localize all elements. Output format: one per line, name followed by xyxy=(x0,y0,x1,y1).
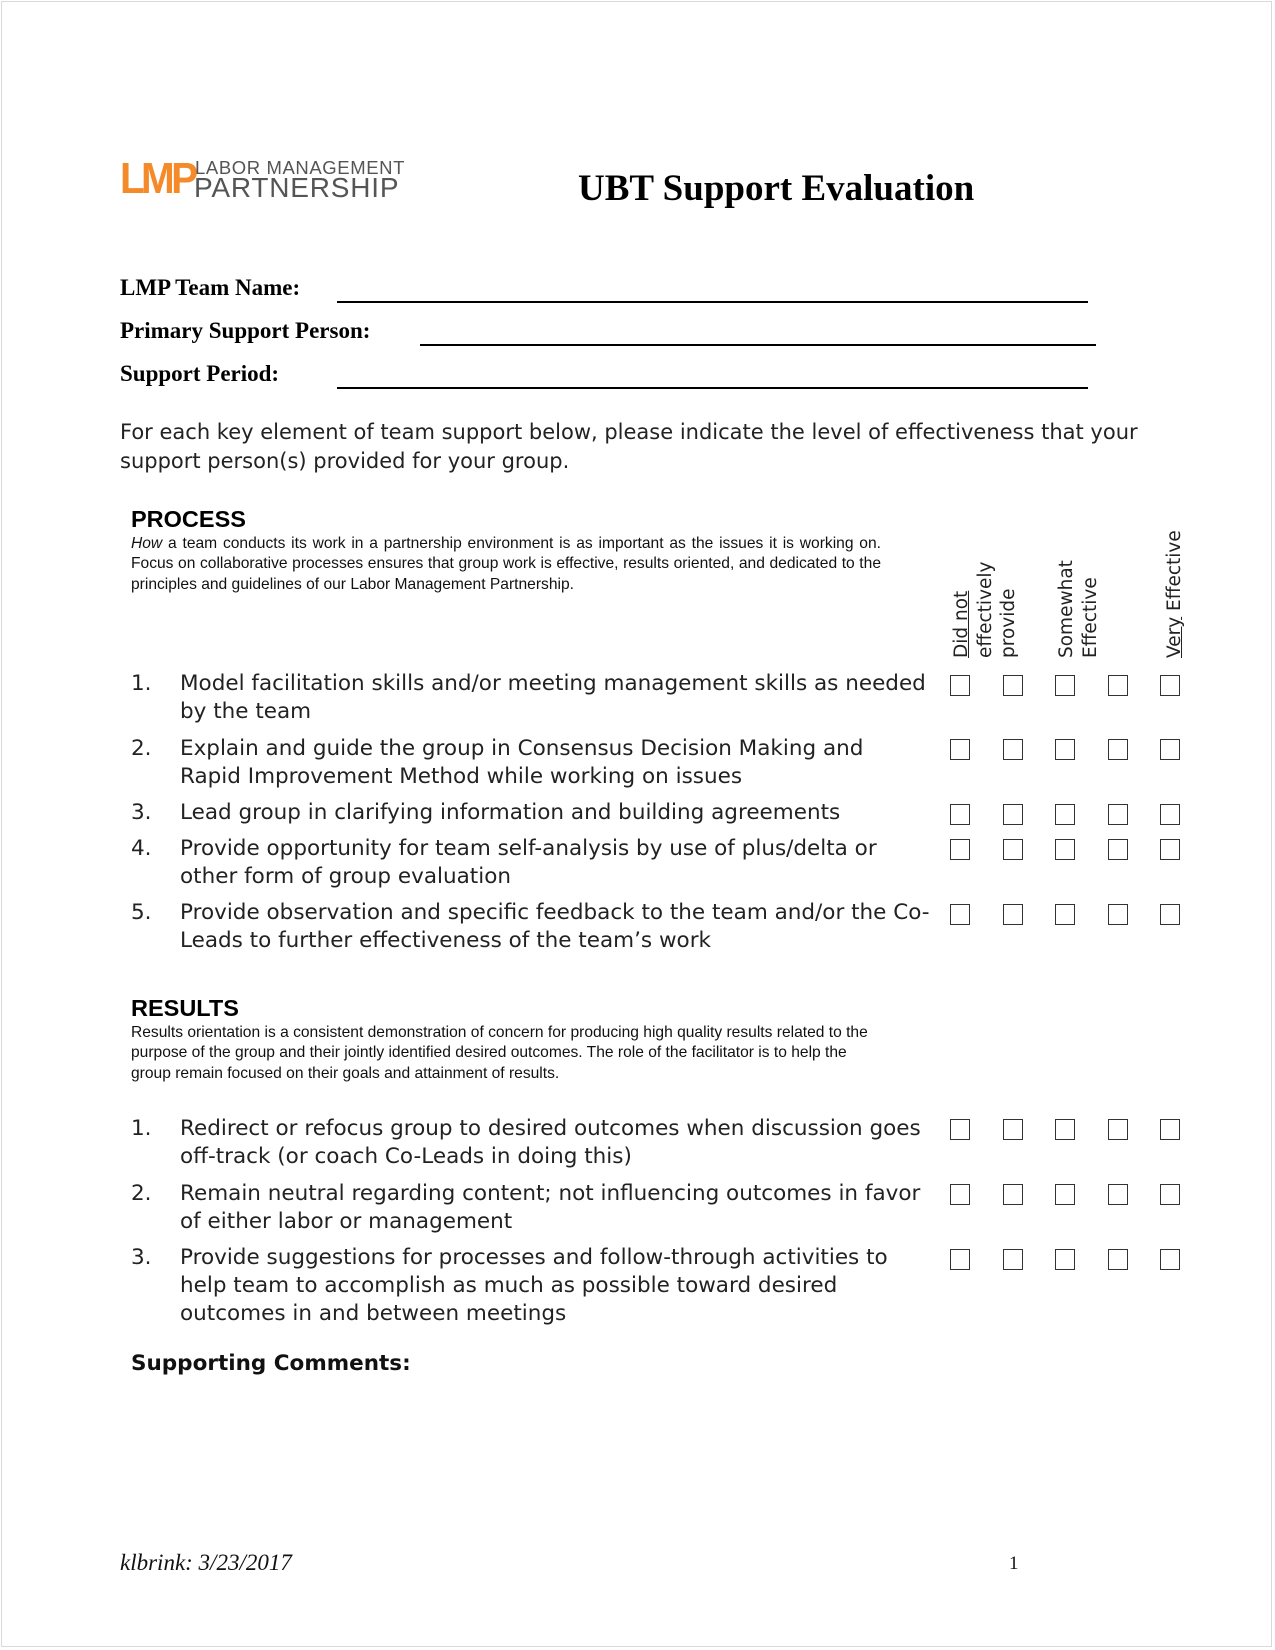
item-text: Provide opportunity for team self-analysis by use of plus/delta or other form of group evaluation xyxy=(180,836,877,889)
item-number: 3. xyxy=(131,1245,152,1270)
supporting-comments-label: Supporting Comments: xyxy=(131,1351,411,1376)
did-not-text: Did not xyxy=(951,590,972,658)
rating-checkbox[interactable] xyxy=(950,839,970,860)
rating-checkbox[interactable] xyxy=(1055,804,1075,825)
rating-checkbox[interactable] xyxy=(1108,839,1128,860)
logo-mark: LMP xyxy=(120,154,195,203)
rating-checkbox[interactable] xyxy=(1108,1184,1128,1205)
rating-checkbox[interactable] xyxy=(1055,839,1075,860)
rating-checkbox[interactable] xyxy=(1003,804,1023,825)
column-header-did-not-provide xyxy=(950,562,1021,659)
rating-checkbox[interactable] xyxy=(1108,1119,1128,1140)
item-number: 1. xyxy=(131,1116,152,1141)
primary-support-person-label: Primary Support Person: xyxy=(120,318,371,343)
rating-checkbox[interactable] xyxy=(1003,1184,1023,1205)
rating-checkbox[interactable] xyxy=(950,739,970,760)
rating-checkbox[interactable] xyxy=(1160,1119,1180,1140)
rating-checkbox[interactable] xyxy=(1160,1249,1180,1270)
logo-line-2: PARTNERSHIP xyxy=(194,172,400,203)
results-description: Results orientation is a consistent demonstration of concern for producing high quality results related to the purpose of the group and their jointly identified desired outcomes. The role of the facilitator is to help the group remain focused on their goals and attainment of results. xyxy=(131,1024,868,1082)
process-description xyxy=(131,534,881,595)
rating-checkbox[interactable] xyxy=(950,904,970,925)
rating-checkbox[interactable] xyxy=(1160,739,1180,760)
effective-text: Effective xyxy=(1079,577,1101,658)
rating-checkbox[interactable] xyxy=(1108,675,1128,696)
rating-checkbox[interactable] xyxy=(1055,675,1075,696)
process-desc-emphasis: How xyxy=(131,535,163,552)
very-text: Very xyxy=(1164,616,1185,658)
item-number: 1. xyxy=(131,671,152,696)
item-number: 3. xyxy=(131,800,152,825)
team-name-field[interactable] xyxy=(337,301,1088,303)
document-title: UBT Support Evaluation xyxy=(578,168,975,209)
rating-checkbox[interactable] xyxy=(1003,1249,1023,1270)
instructions-text: For each key element of team support below, please indicate the level of effectiveness that your support person(s) provided for your group. xyxy=(120,420,1138,473)
rating-checkbox[interactable] xyxy=(1055,739,1075,760)
rating-checkbox[interactable] xyxy=(1160,675,1180,696)
logo-line-1: LABOR MANAGEMENT xyxy=(195,157,406,178)
rating-checkbox[interactable] xyxy=(1108,904,1128,925)
item-text: Lead group in clarifying information and building agreements xyxy=(180,800,841,825)
rating-checkbox[interactable] xyxy=(1003,904,1023,925)
rating-checkbox[interactable] xyxy=(1055,1249,1075,1270)
column-header-very-effective xyxy=(1163,530,1187,658)
rating-checkbox[interactable] xyxy=(1160,1184,1180,1205)
page-number: 1 xyxy=(1009,1553,1019,1574)
rating-checkbox[interactable] xyxy=(1003,675,1023,696)
item-text: Remain neutral regarding content; not influencing outcomes in favor of either labor or management xyxy=(180,1181,921,1234)
rating-checkbox[interactable] xyxy=(1055,904,1075,925)
results-heading: RESULTS xyxy=(131,995,239,1021)
support-period-label: Support Period: xyxy=(120,361,280,386)
item-number: 4. xyxy=(131,836,152,861)
column-header-somewhat-effective xyxy=(1055,560,1102,658)
rating-checkbox[interactable] xyxy=(1003,1119,1023,1140)
lmp-logo xyxy=(120,154,430,203)
rating-checkbox[interactable] xyxy=(950,1184,970,1205)
provide-text: provide xyxy=(998,588,1019,658)
somewhat-text: Somewhat xyxy=(1056,560,1077,658)
rating-checkbox[interactable] xyxy=(1160,839,1180,860)
rating-checkbox[interactable] xyxy=(950,804,970,825)
rating-checkbox[interactable] xyxy=(1108,739,1128,760)
rating-checkbox[interactable] xyxy=(950,1249,970,1270)
item-text: Model facilitation skills and/or meeting management skills as needed by the team xyxy=(180,671,926,724)
process-desc-text: a team conducts its work in a partnership environment is as important as the issues it is working on. Focus on collaborative processes ensures that group work is effective, results oriented, and dedicated to the principles and guidelines of our Labor Management Partnership. xyxy=(131,535,881,593)
item-text: Explain and guide the group in Consensus Decision Making and Rapid Improvement Method while working on issues xyxy=(180,736,864,789)
support-period-field[interactable] xyxy=(337,387,1088,389)
rating-checkbox[interactable] xyxy=(950,1119,970,1140)
primary-support-person-field[interactable] xyxy=(420,344,1096,346)
rating-checkbox[interactable] xyxy=(1003,839,1023,860)
footer-author-date: klbrink: 3/23/2017 xyxy=(120,1550,292,1575)
rating-checkbox[interactable] xyxy=(1003,739,1023,760)
effectively-text: effectively xyxy=(974,561,996,658)
rating-checkbox[interactable] xyxy=(1160,904,1180,925)
team-name-label: LMP Team Name: xyxy=(120,275,301,300)
item-number: 5. xyxy=(131,900,152,925)
rating-checkbox[interactable] xyxy=(1055,1184,1075,1205)
process-heading: PROCESS xyxy=(131,506,246,532)
rating-checkbox[interactable] xyxy=(1108,1249,1128,1270)
item-text: Provide observation and specific feedback to the team and/or the Co-Leads to further effectiveness of the team’s work xyxy=(180,900,930,953)
very-effective-rest: Effective xyxy=(1164,530,1185,617)
rating-checkbox[interactable] xyxy=(1055,1119,1075,1140)
item-number: 2. xyxy=(131,1181,152,1206)
item-text: Redirect or refocus group to desired outcomes when discussion goes off-track (or coach Co-Leads in doing this) xyxy=(180,1116,921,1169)
rating-checkbox[interactable] xyxy=(1160,804,1180,825)
item-number: 2. xyxy=(131,736,152,761)
rating-checkbox[interactable] xyxy=(1108,804,1128,825)
rating-checkbox[interactable] xyxy=(950,675,970,696)
item-text: Provide suggestions for processes and follow-through activities to help team to accomplish as much as possible toward desired outcomes in and between meetings xyxy=(180,1245,888,1326)
